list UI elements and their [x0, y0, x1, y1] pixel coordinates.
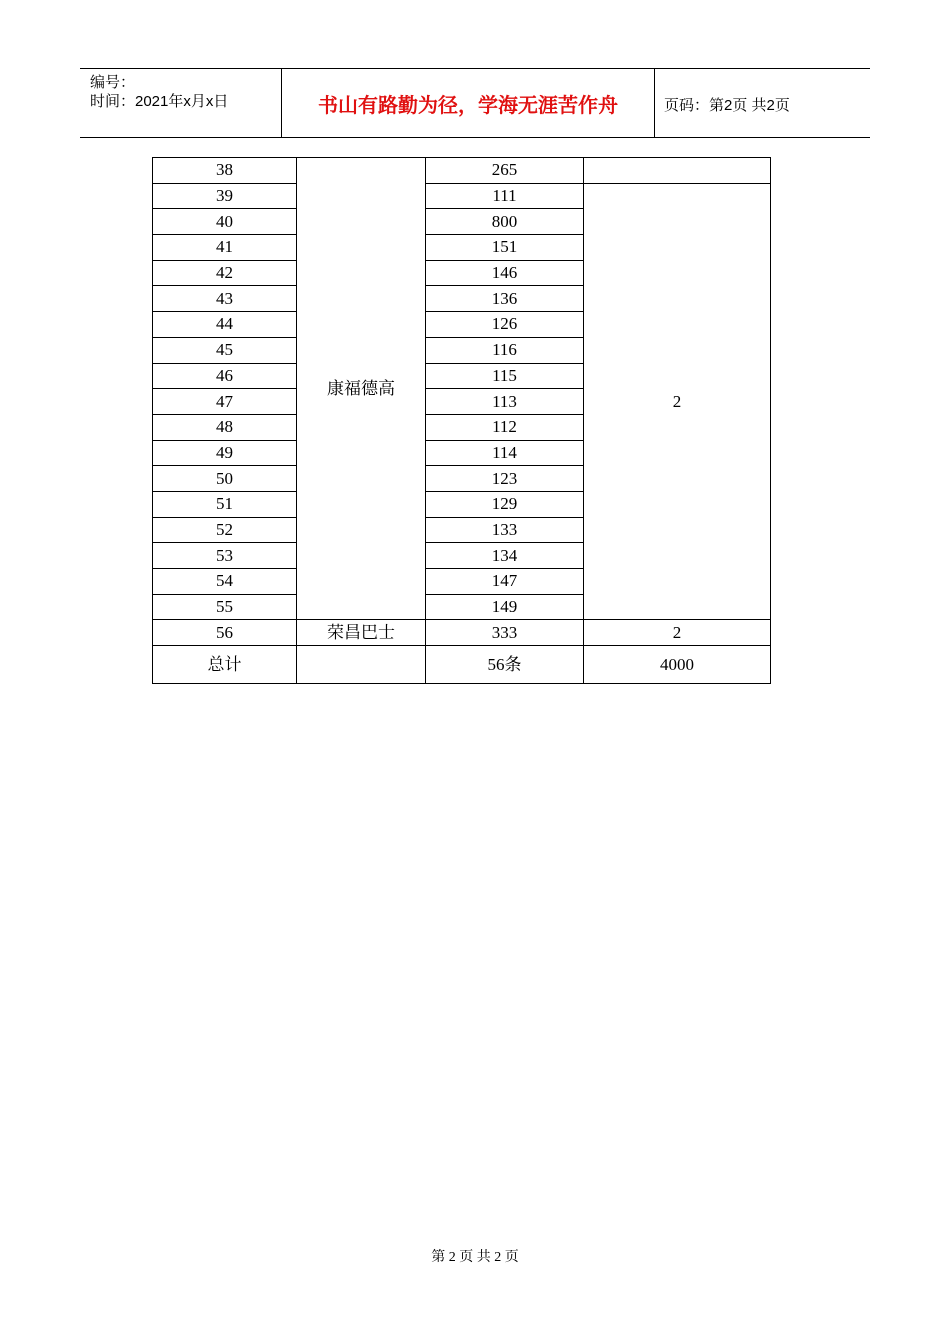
row-value: 133 [426, 517, 584, 543]
header-divider [654, 69, 655, 137]
row-number: 38 [153, 158, 297, 184]
row-number: 50 [153, 466, 297, 492]
data-table [152, 157, 771, 684]
row-value: 123 [426, 466, 584, 492]
row-number: 44 [153, 312, 297, 338]
total-name [297, 646, 426, 684]
row-name: 荣昌巴士 [297, 620, 426, 646]
row-number: 49 [153, 440, 297, 466]
page-footer: 第 2 页 共 2 页 [431, 1250, 519, 1265]
row-value: 146 [426, 260, 584, 286]
row-number: 42 [153, 260, 297, 286]
table-row [153, 183, 771, 209]
row-value: 151 [426, 235, 584, 261]
time-label: 时间：2021年x月x日 [90, 93, 229, 110]
row-value: 333 [426, 620, 584, 646]
row-number: 53 [153, 543, 297, 569]
page-code: 页码：第2页 共2页 [664, 97, 790, 114]
row-number: 45 [153, 337, 297, 363]
row-value: 136 [426, 286, 584, 312]
row-value: 149 [426, 594, 584, 620]
row-value: 129 [426, 491, 584, 517]
table-row [153, 158, 771, 184]
group-name-cell: 康福德高 [297, 158, 426, 620]
row-value: 113 [426, 389, 584, 415]
row-number: 56 [153, 620, 297, 646]
group-count-cell: 2 [584, 183, 771, 620]
number-label: 编号： [90, 74, 136, 91]
total-row [153, 646, 771, 684]
row-count-empty [584, 158, 771, 184]
row-value: 147 [426, 569, 584, 595]
row-value: 800 [426, 209, 584, 235]
row-number: 40 [153, 209, 297, 235]
row-number: 52 [153, 517, 297, 543]
motto: 书山有路勤为径，学海无涯苦作舟 [318, 94, 618, 117]
row-value: 114 [426, 440, 584, 466]
row-value: 111 [426, 183, 584, 209]
row-number: 54 [153, 569, 297, 595]
row-value: 126 [426, 312, 584, 338]
row-count: 2 [584, 620, 771, 646]
row-number: 51 [153, 491, 297, 517]
page-header [80, 68, 870, 138]
row-number: 48 [153, 414, 297, 440]
row-number: 41 [153, 235, 297, 261]
total-count: 4000 [584, 646, 771, 684]
total-value: 56条 [426, 646, 584, 684]
row-value: 265 [426, 158, 584, 184]
row-value: 112 [426, 414, 584, 440]
row-value: 116 [426, 337, 584, 363]
row-value: 115 [426, 363, 584, 389]
row-number: 43 [153, 286, 297, 312]
row-number: 55 [153, 594, 297, 620]
header-left [90, 73, 228, 111]
table-row [153, 620, 771, 646]
total-label: 总计 [153, 646, 297, 684]
row-number: 46 [153, 363, 297, 389]
row-number: 47 [153, 389, 297, 415]
row-value: 134 [426, 543, 584, 569]
row-number: 39 [153, 183, 297, 209]
